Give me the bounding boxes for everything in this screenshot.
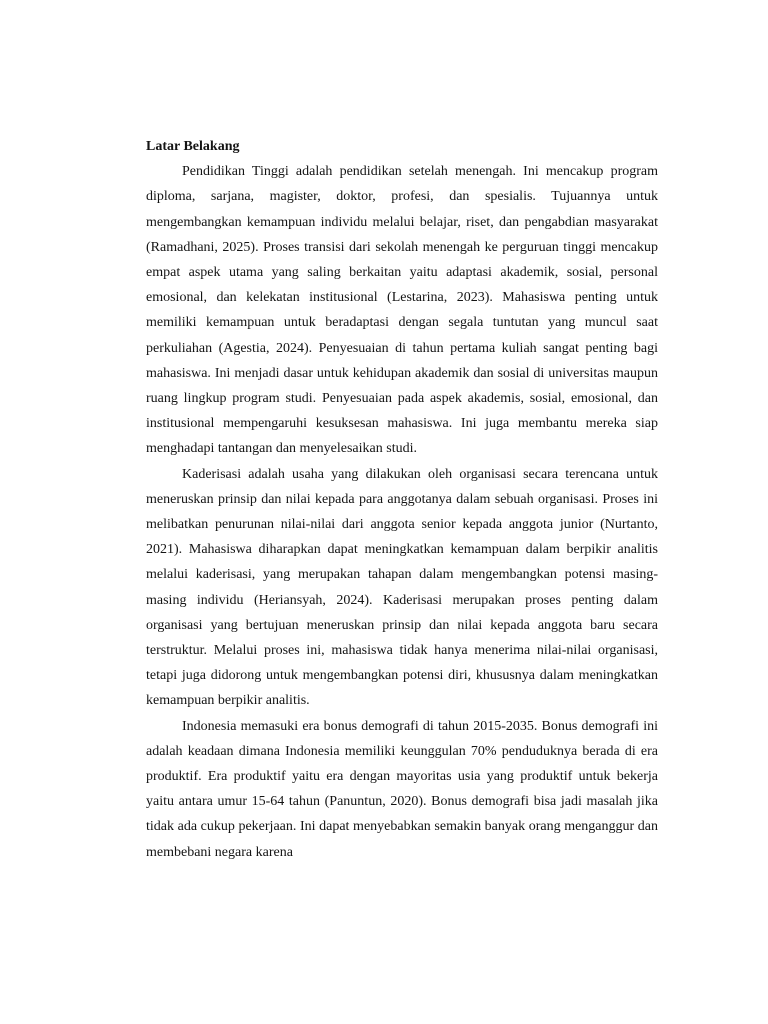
paragraph-bonus-demografi: Indonesia memasuki era bonus demografi di tahun 2015-2035. Bonus demografi ini adalah keadaan dimana Indonesia memiliki keunggulan 70% penduduknya berada di era produktif. Era produktif yaitu era dengan mayoritas usia yang produktif untuk bekerja yaitu antara umur 15-64 tahun (Panuntun, 2020). Bonus demografi bisa jadi masalah jika tidak ada cukup pekerjaan. Ini dapat menyebabkan semakin banyak orang menganggur dan membebani negara karena [146, 718, 658, 860]
section-heading: Latar Belakang [146, 139, 240, 154]
paragraph-higher-education: Pendidikan Tinggi adalah pendidikan setelah menengah. Ini mencakup program diploma, sarjana, magister, doktor, profesi, dan spesialis. Tujuannya untuk mengembangkan kemampuan individu melalui belajar, riset, dan pengabdian masyarakat (Ramadhani, 2025). Proses transisi dari sekolah menengah ke perguruan tinggi mencakup empat aspek utama yang saling berkaitan yaitu adaptasi akademik, sosial, personal emosional, dan kelekatan institusional (Lestarina, 2023). Mahasiswa penting untuk memiliki kemampuan untuk beradaptasi dengan segala tuntutan yang muncul saat perkuliahan (Agestia, 2024). Penyesuaian di tahun pertama kuliah sangat penting bagi mahasiswa. Ini menjadi dasar untuk kehidupan akademik dan sosial di universitas maupun ruang lingkup program studi. Penyesuaian pada aspek akademis, sosial, emosional, dan institusional mempengaruhi kesuksesan mahasiswa. Ini juga membantu mereka siap menghadapi tantangan dan menyelesaikan studi. [146, 164, 658, 457]
paragraph-kaderisasi: Kaderisasi adalah usaha yang dilakukan oleh organisasi secara terencana untuk meneruskan prinsip dan nilai kepada para anggotanya dalam sebuah organisasi. Proses ini melibatkan penurunan nilai-nilai dari anggota senior kepada anggota junior (Nurtanto, 2021). Mahasiswa diharapkan dapat meningkatkan kemampuan dalam berpikir analitis melalui kaderisasi, yang merupakan tahapan dalam mengembangkan potensi masing-masing individu (Heriansyah, 2024). Kaderisasi merupakan proses penting dalam organisasi yang bertujuan meneruskan prinsip dan nilai kepada anggota baru secara terstruktur. Melalui proses ini, mahasiswa tidak hanya menerima nilai-nilai organisasi, tetapi juga didorong untuk mengembangkan potensi diri, khususnya dalam meningkatkan kemampuan berpikir analitis. [146, 466, 658, 709]
document-body [146, 134, 658, 865]
